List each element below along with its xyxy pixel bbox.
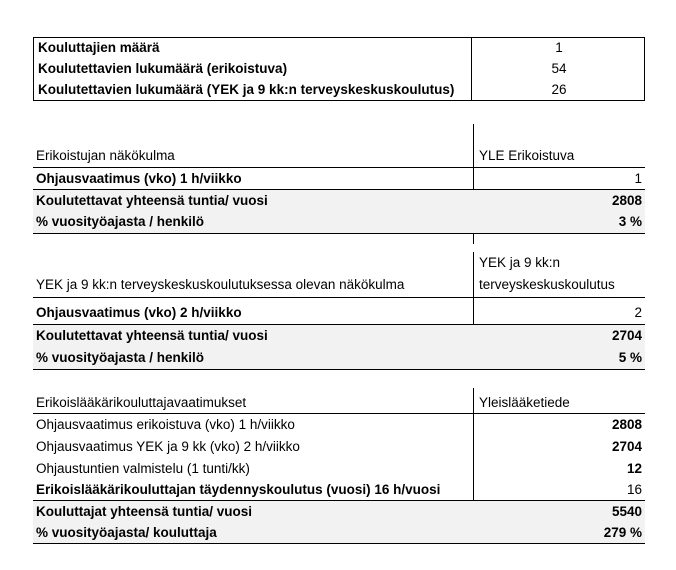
summary-table <box>33 37 645 101</box>
table-row <box>33 501 645 523</box>
divider <box>33 297 645 298</box>
table-row <box>33 436 645 458</box>
row-label: Ohjausvaatimus (vko) 2 h/viikko <box>36 305 242 320</box>
section2-header-value-line2: terveyskeskuskoulutus <box>479 277 615 292</box>
divider <box>33 543 645 544</box>
row-value: 2704 <box>611 439 642 454</box>
row-label: Ohjausvaatimus erikoistuva (vko) 1 h/viikko <box>36 417 295 432</box>
row-value: 2808 <box>611 193 642 208</box>
section1-header-value: YLE Erikoistuva <box>479 148 575 163</box>
row-label: % vuosityöajasta / henkilö <box>36 350 205 365</box>
summary-label: Koulutettavien lukumäärä (erikoistuva) <box>38 61 288 76</box>
table-row <box>33 479 645 501</box>
row-label: Koulutettavat yhteensä tuntia/ vuosi <box>36 328 268 343</box>
table-row <box>33 522 645 544</box>
table-row <box>33 168 645 190</box>
summary-value: 26 <box>551 82 567 97</box>
row-value: 2 <box>634 305 642 320</box>
row-value: 2808 <box>611 417 642 432</box>
row-value: 12 <box>626 461 642 476</box>
row-label: Kouluttajat yhteensä tuntia/ vuosi <box>36 504 253 519</box>
row-label: % vuosityöajasta / henkilö <box>36 214 205 229</box>
table-row <box>33 302 645 324</box>
section2-header-label: YEK ja 9 kk:n terveyskeskuskoulutuksessa olevan näkökulma <box>36 277 405 292</box>
table-row <box>33 347 645 369</box>
row-label: Koulutettavat yhteensä tuntia/ vuosi <box>36 193 268 208</box>
row-value: 1 <box>634 171 642 186</box>
section2-header-value-line1: YEK ja 9 kk:n <box>479 255 561 270</box>
row-value: 2704 <box>611 328 642 343</box>
table-row <box>33 211 645 233</box>
row-value: 5540 <box>611 504 642 519</box>
section3-header <box>33 392 645 414</box>
row-value: 279 % <box>603 525 642 540</box>
table-row <box>33 190 645 212</box>
divider <box>33 369 645 370</box>
divider <box>33 233 645 234</box>
section1-header <box>33 145 645 167</box>
summary-label: Kouluttajien määrä <box>38 40 160 55</box>
summary-value: 1 <box>555 40 563 55</box>
section3-header-value: Yleislääketiede <box>479 395 570 410</box>
row-label: Ohjaustuntien valmistelu (1 tunti/kk) <box>36 461 250 476</box>
row-value: 3 % <box>618 214 642 229</box>
summary-row <box>34 80 644 101</box>
section1-header-label: Erikoistujan näkökulma <box>36 148 175 163</box>
summary-row <box>34 38 644 59</box>
table-row <box>33 325 645 347</box>
row-label: Ohjausvaatimus YEK ja 9 kk (vko) 2 h/viikko <box>36 439 300 454</box>
section3-header-label: Erikoislääkärikouluttajavaatimukset <box>36 395 247 410</box>
row-label: % vuosityöajasta/ kouluttaja <box>36 525 217 540</box>
summary-row <box>34 59 644 80</box>
row-value: 5 % <box>618 350 642 365</box>
table-row <box>33 414 645 436</box>
table-row <box>33 458 645 480</box>
summary-value: 54 <box>551 61 567 76</box>
row-label: Erikoislääkärikouluttajan täydennyskoulutus (vuosi) 16 h/vuosi <box>36 482 441 497</box>
row-value: 16 <box>626 482 642 497</box>
row-label: Ohjausvaatimus (vko) 1 h/viikko <box>36 171 242 186</box>
summary-label: Koulutettavien lukumäärä (YEK ja 9 kk:n terveyskeskuskoulutus) <box>38 82 455 97</box>
